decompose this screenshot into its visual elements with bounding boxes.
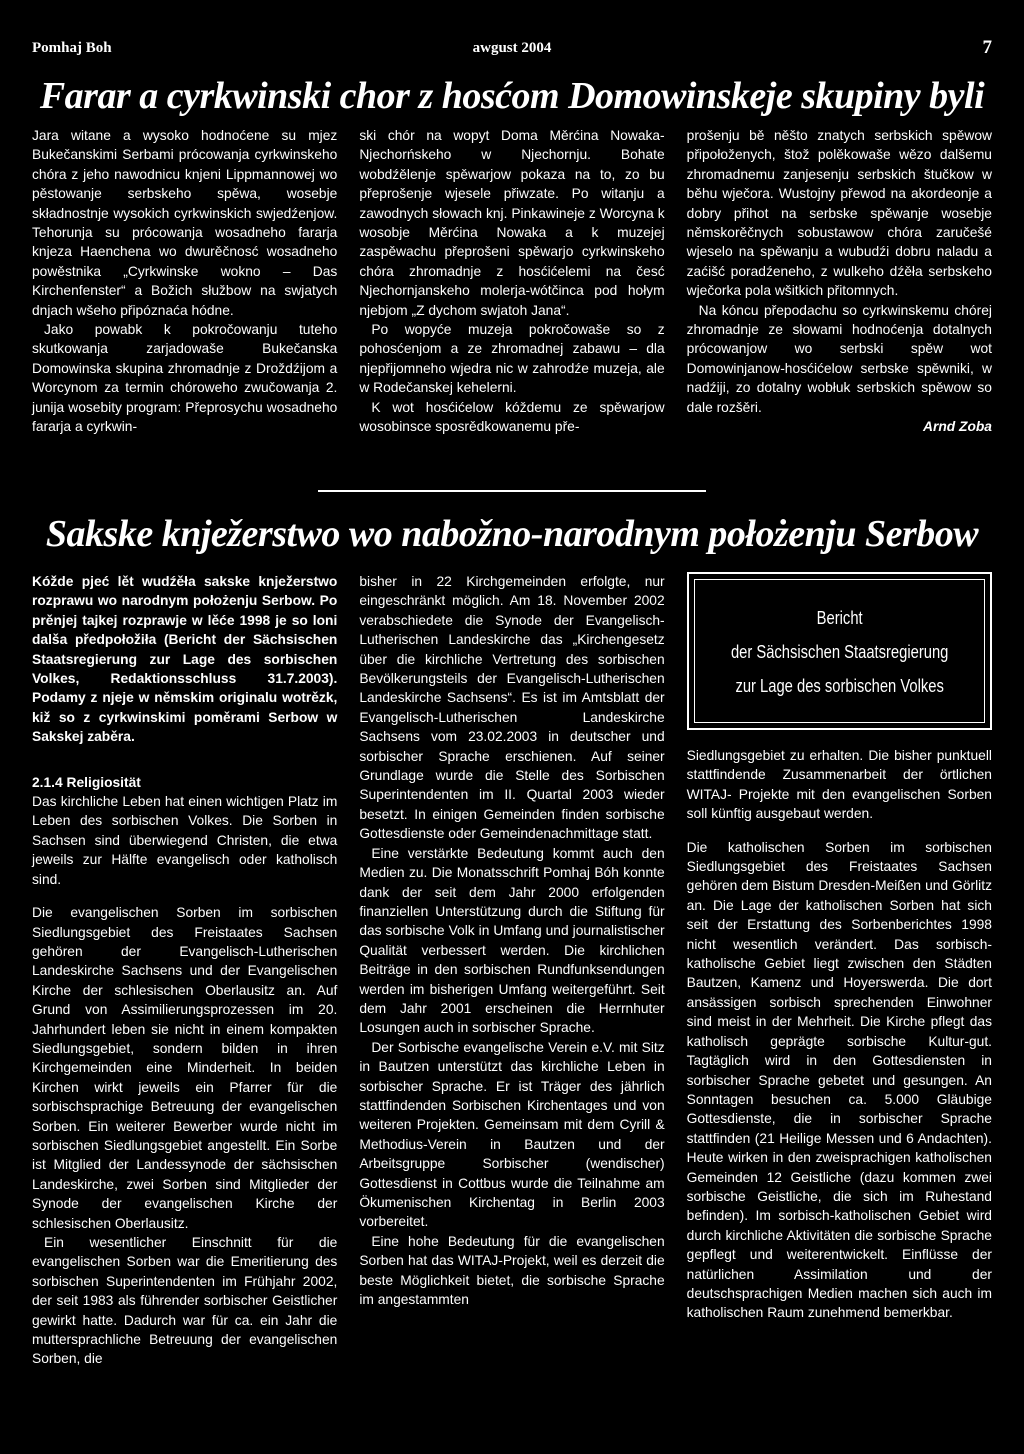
- paragraph: Der Sorbische evangelische Verein e.V. mit Sitz in Bautzen unterstützt das kirchliche Leben in sorbischer Sprache. Er ist Träger des jährlich stattfindenden Sorbischen Kirchentages und von weiteren Projekten. Gemeinsam mit dem Cyrill & Methodius-Verein in Bautzen und der Arbeitsgruppe Sorbischer (wendischer) Gottesdienst in Cottbus wurde die Teilnahme am Ökumenischen Kirchentag in Berlin 2003 vorbereitet.: [359, 1039, 665, 1230]
- article2-column-3: [687, 572, 992, 1432]
- paragraph: Jara witane a wysoko hodnoćene su mjez Bukečanskimi Serbami prócowanja cyrkwinskeho chóra z jeho nawodnicu knjeni Lippmannowej wo pěstowanje serbskeho spěwa, wosebje składnostnje wysokich cyrkwinskich swjedźenjow. Tehorunja su prócowanja wosadneho fararja knjeza Haenchena wo dwurěčnosć wosadneho powěstnika „Cyrkwinske wokno – Das Kirchenfenster“ a Božich słužbow na swjatych dnjach wšeho připóznaća hódne.: [32, 128, 338, 318]
- article2-column-2: [359, 572, 664, 1432]
- publication-name: Pomhaj Boh: [32, 40, 112, 56]
- article1-column-1: [32, 126, 337, 486]
- section-heading: 2.1.4 Religiosität: [32, 774, 141, 790]
- report-box-line-3: zur Lage des sorbischen Volkes: [735, 676, 944, 696]
- article-divider: [318, 490, 706, 492]
- paragraph: Na kóncu přepodachu so cyrkwinskemu chórej zhromadnje ze słowami hodnoćenja dotalnych prócowanjow wo serbski spěw wot Domowinjanow-hosćićelow serbske spěwniki, w nadźiji, zo dotalny wobłuk serbskich spěwow so dale rozšěri.: [686, 302, 992, 415]
- paragraph: K wot hosćićelow kóždemu ze spěwarjow wosobinsce sposrědkowanemu pře-: [359, 399, 665, 435]
- paragraph: Eine hohe Bedeutung für die evangelischen Sorben hat das WITAJ-Projekt, weil es derzeit die beste Möglichkeit bietet, die sorbische Sprache im angestammten: [359, 1233, 665, 1308]
- paragraph: Die evangelischen Sorben im sorbischen Siedlungsgebiet des Freistaates Sachsen gehören der Evangelisch-Lutherischen Landeskirche Sachsens und der Evangelischen Kirche der schlesischen Oberlausitz an. Auf Grund von Assimilierungsprozessen im 20. Jahrhundert leben sie nicht in einem kompakten Siedlungsgebiet, sondern bilden in ihren Kirchgemeinden eine Minderheit. In beiden Kirchen wirkt jeweils ein Pfarrer für die sorbischsprachige Betreuung der evangelischen Sorben. Ein weiterer Bewerber wurde nicht im sorbischen Siedlungsgebiet angestellt. Ein Sorbe ist Mitglied der Landessynode der sächsischen Landeskirche, zwei Sorben sind Mitglieder der Synode der evangelischen Kirche der schlesischen Oberlausitz.: [32, 905, 338, 1231]
- article2-title: Sakske knježerstwo wo nabožno-narodnym położenju Serbow: [45, 513, 979, 555]
- paragraph: bisher in 22 Kirchgemeinden erfolgte, nur eingeschränkt möglich. Am 18. November 2002 verabschiedete die Synode der Evangelisch-Lutherischen Landeskirche das „Kirchengesetz über die kirchliche Vertretung des sorbischen Bevölkerungsteils der Evangelisch-Lutherischen Landeskirche Sachsens“. Es ist im Amtsblatt der Evangelisch-Lutherischen Landeskirche Sachsens vom 23.02.2003 in deutscher und sorbischer Sprache erschienen. Auf seiner Grundlage wurde die Stelle des Sorbischen Superintendenten im II. Quartal 2003 wieder besetzt. In einigen Gemeinden finden sorbische Gottesdienste oder Gemeindenachmittage statt.: [359, 574, 665, 842]
- paragraph: Ein wesentlicher Einschnitt für die evangelischen Sorben war die Emeritierung des sorbischen Superintendenten im Frühjahr 2002, der seit 1983 als führender sorbischer Geistlicher gewirkt hatte. Dadurch war für ca. ein Jahr die muttersprachliche Betreuung der evangelischen Sorben, die: [32, 1235, 338, 1367]
- paragraph: Jako powabk k pokročowanju tuteho skutkowanja zarjadowaše Bukečanska Domowinska skupina zhromadnje z Droždźijom a Worcynom za termin chóroweho zwučowanja 2. junija wosebity program: Přeprosychu wosadneho fararja a cyrkwin-: [32, 322, 338, 435]
- paragraph: Eine verstärkte Bedeutung kommt auch den Medien zu. Die Monatsschrift Pomhaj Bóh konnte dank der seit dem Jahr 2000 erfolgenden finanziellen Unterstützung durch die Stiftung für das sorbische Volk in Umfang und journalistischer Qualität verbessert werden. Die kirchlichen Beiträge in den sorbischen Rundfunksendungen werden im bisherigen Umfang weitergeführt. Seit dem Jahr 2001 erscheinen die Herrnhuter Losungen auch in sorbischer Sprache.: [359, 845, 665, 1036]
- article1-title: Farar a cyrkwinski chor z hosćom Domowinskeje skupiny byli: [39, 75, 985, 117]
- report-box-line-2: der Sächsischen Staatsregierung: [730, 642, 949, 662]
- article2-lead: Kóžde pjeć lět wudźěła sakske knježerstwo rozprawu wo narodnym położenju Serbow. Po prěnjej tajkej rozprawje w lěće 1998 je so loni dalša předpołožiła (Bericht der Sächsischen Staatsregierung zur Lage des sorbischen Volkes, Redaktionsschluss 31.7.2003). Podamy z njeje w němskim originalu wotrězk, kiž so z cyrkwinskimi poměrami Serbow w Sakskej zaběra.: [32, 574, 338, 745]
- article2-column-1: [32, 572, 337, 1432]
- paragraph: Die katholischen Sorben im sorbischen Siedlungsgebiet des Freistaates Sachsen gehören dem Bistum Dresden-Meißen und Görlitz an. Die Lage der katholischen Sorben hat sich seit der Erstattung des Sorbenberichtes 1998 nicht wesentlich verändert. Das sorbisch-katholische Gebiet liegt zwischen den Städten Bautzen, Kamenz und Hoyerswerda. Die dort ansässigen sorbisch sprechenden Einwohner sind meist in der Mehrheit. Die Kirche pflegt das katholisch geprägte sorbische Kultur-gut. Tagtäglich wird in den Gottesdiensten in sorbischer Sprache gebetet und gesungen. An Sonntagen besuchen ca. 5.000 Gläubige Gottesdienste, die in sorbischer Sprache stattfinden (21 Heilige Messen und 6 Andachten). Heute wirken in den zweisprachigen katholischen Gemeinden 12 Geistliche (dazu kommen zwei sorbische Geistliche, die sich im Ruhestand befinden). Im sorbisch-katholischen Gebiet wird durch kirchliche Aktivitäten die sorbische Sprache gepflegt und weiterentwickelt. Einflüsse der natürlichen Assimilation und der deutschsprachigen Medien machen sich auch im katholischen Raum zunehmend bemerkbar.: [686, 839, 992, 1321]
- article2-body: [32, 572, 992, 1432]
- page-number: 7: [982, 37, 992, 58]
- article1-body: [32, 126, 992, 486]
- article1-column-3: [687, 126, 992, 486]
- paragraph: Po wopyće muzeja pokročowaše so z pohosćenjom a ze zhromadnej zabawu – dla njepřijomneho wjedra nic w zahrodźe muzeja, ale w Rodečanskej kehelerni.: [359, 322, 665, 396]
- paragraph: Das kirchliche Leben hat einen wichtigen Platz im Leben des sorbischen Volkes. Die Sorben in Sachsen sind überwiegend Christen, die etwa jeweils zur Hälfte evangelisch oder katholisch sind.: [32, 794, 338, 887]
- page-header: [32, 37, 992, 62]
- issue-date: awgust 2004: [472, 40, 552, 56]
- paragraph: Siedlungsgebiet zu erhalten. Die bisher punktuell stattfindende Zusammenarbeit der örtlichen WITAJ- Projekte mit den evangelischen Sorben soll künftig ausgebaut werden.: [686, 748, 992, 822]
- paragraph: ski chór na wopyt Doma Měrćina Nowaka-Njechorńskeho w Njechornju. Bohate wobdźělenje spěwarjow pokaza na to, zo bu přeprošenje wjesele přiwzate. Po witanju a zawodnych słowach knj. Pinkawineje z Worcyna k wosobje Měrćina Nowaka a k muzejej zaspěwachu přeprošeni spěwarjo cyrkwinskeho chóra zhromadnje z hosćićelemi na česć Njechornjanskeho molerja-wótčinca pod hołym njebjom „Z dychom swjatoh Jana“.: [359, 128, 665, 318]
- paragraph: prošenju bě něšto znatych serbskich spěwow připołoženych, štož polěkowaše wězo dalšemu zhromadnemu zanjesenju serbskich štučkow w běhu wječora. Wustojny přewod na akordeonje a dobry přihot na serbske spěwanje wosebje němskorěčnych sobustawow chóra zaručešé wjeselo na spěwanju a wubudźi dobru naladu a zaćišć poradźeneho, z wulkeho dźěła serbskeho wječorka pola wšitkich přitomnych.: [686, 128, 992, 299]
- report-box-line-1: Bericht: [816, 608, 863, 628]
- article1-column-2: [359, 126, 664, 486]
- report-title-box: [687, 572, 992, 730]
- author-signature: Arnd Zoba: [923, 419, 992, 435]
